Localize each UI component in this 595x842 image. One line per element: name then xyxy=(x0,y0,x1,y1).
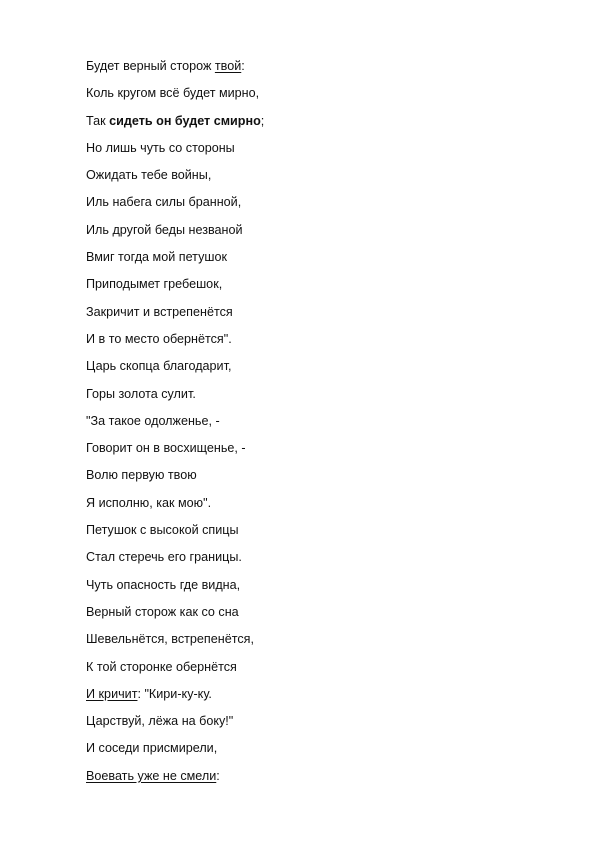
poem-line xyxy=(86,739,566,766)
line-text: Ожидать тебе войны, xyxy=(86,168,212,183)
line-text: Волю первую твою xyxy=(86,468,197,483)
poem-line xyxy=(86,166,566,193)
poem-line xyxy=(86,112,566,139)
line-text: Царь скопца благодарит, xyxy=(86,359,232,374)
line-text: Чуть опасность где видна, xyxy=(86,577,241,592)
poem-line xyxy=(86,193,566,220)
line-text: Иль набега силы бранной, xyxy=(86,195,242,210)
line-text: Коль кругом всё будет мирно, xyxy=(86,86,260,101)
line-text: Я исполню, как мою". xyxy=(86,495,212,510)
poem-line xyxy=(86,412,566,439)
poem-line xyxy=(86,712,566,739)
line-text: Стал стеречь его границы. xyxy=(86,550,242,565)
line-text: Иль другой беды незваной xyxy=(86,222,243,237)
line-text: Приподымет гребешок, xyxy=(86,277,223,292)
poem-line xyxy=(86,576,566,603)
line-text: Шевельнётся, встрепенётся, xyxy=(86,632,254,647)
poem-line xyxy=(86,248,566,275)
line-text: Горы золота сулит. xyxy=(86,386,196,401)
poem-line xyxy=(86,658,566,685)
poem-line xyxy=(86,221,566,248)
poem-line xyxy=(86,84,566,111)
bold-text: сидеть он будет смирно xyxy=(109,113,261,128)
poem-line xyxy=(86,767,566,794)
poem-line xyxy=(86,330,566,357)
poem-line xyxy=(86,357,566,384)
poem-text xyxy=(86,57,566,794)
poem-line xyxy=(86,548,566,575)
line-text: Так xyxy=(86,113,110,128)
poem-line xyxy=(86,494,566,521)
line-text: Говорит он в восхищенье, - xyxy=(86,441,246,456)
line-text: Будет верный сторож xyxy=(86,59,215,73)
line-text: : "Кири-ку-ку. xyxy=(137,686,212,701)
line-text: Царствуй, лёжа на боку!" xyxy=(86,714,234,729)
poem-line xyxy=(86,275,566,302)
poem-line xyxy=(86,630,566,657)
line-text: Верный сторож как со сна xyxy=(86,604,239,619)
line-text: И в то место обернётся". xyxy=(86,331,232,346)
poem-line xyxy=(86,303,566,330)
poem-line xyxy=(86,466,566,493)
underlined-text: И кричит xyxy=(86,686,138,701)
poem-line xyxy=(86,385,566,412)
line-text: К той сторонке обернётся xyxy=(86,659,237,674)
poem-line xyxy=(86,603,566,630)
line-text: Но лишь чуть со стороны xyxy=(86,140,235,155)
line-text: : xyxy=(216,768,220,783)
line-text: ; xyxy=(260,113,265,128)
underlined-text: твой xyxy=(214,59,242,73)
underlined-text: Воевать уже не смели xyxy=(86,768,217,783)
poem-line xyxy=(86,439,566,466)
poem-line xyxy=(86,521,566,548)
line-text: Закричит и встрепенётся xyxy=(86,304,233,319)
line-text: : xyxy=(241,59,245,73)
line-text: И соседи присмирели, xyxy=(86,741,218,756)
line-text: Петушок с высокой спицы xyxy=(86,523,239,538)
line-text: Вмиг тогда мой петушок xyxy=(86,250,227,265)
poem-line xyxy=(86,685,566,712)
poem-line xyxy=(86,139,566,166)
line-text: "За такое одолженье, - xyxy=(86,413,220,428)
poem-line xyxy=(86,57,566,84)
